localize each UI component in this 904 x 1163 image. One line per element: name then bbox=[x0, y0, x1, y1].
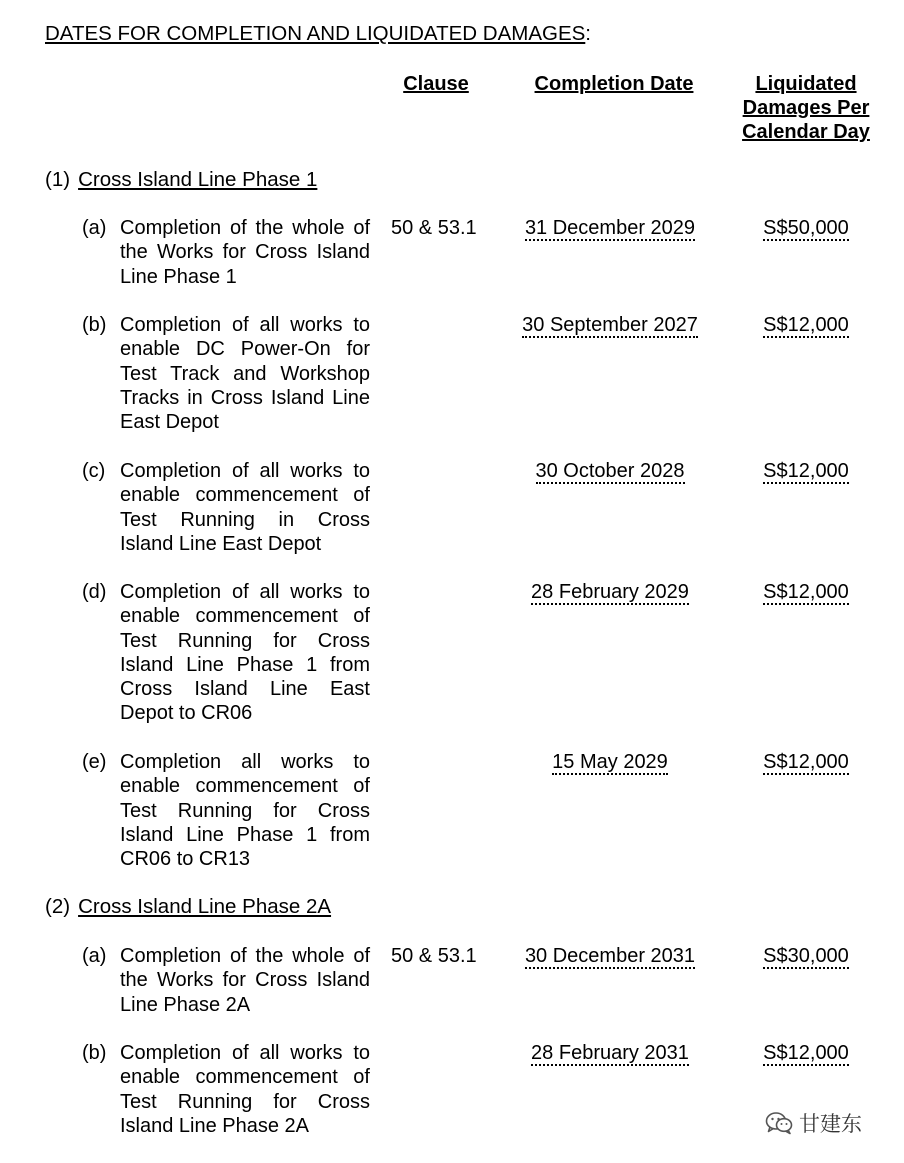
item-description: Completion all works to enable commencement of Test Running for Cross Island Line Phase 1 from CR06 to CR13 bbox=[120, 751, 370, 871]
column-header-clause bbox=[392, 72, 480, 96]
column-header-ld-line3: Calendar Day bbox=[742, 121, 870, 143]
item-liquidated-damages: S$12,000 bbox=[763, 581, 849, 603]
item-letter: (c) bbox=[82, 460, 106, 482]
item-ld-cell bbox=[738, 459, 874, 483]
section-heading bbox=[45, 168, 317, 192]
page-title bbox=[45, 22, 591, 46]
item-completion-date-cell bbox=[512, 1041, 708, 1065]
item-ld-cell bbox=[738, 580, 874, 604]
column-header-ld-line1: Liquidated bbox=[755, 73, 857, 95]
item-completion-date-cell bbox=[512, 750, 708, 774]
item-description: Completion of all works to enable commencement of Test Running in Cross Island Line East Depot bbox=[120, 460, 370, 555]
item-completion-date-cell bbox=[512, 944, 708, 968]
item-letter: (b) bbox=[82, 1042, 107, 1064]
page-title-text: DATES FOR COMPLETION AND LIQUIDATED DAMAGES bbox=[45, 22, 586, 45]
page-title-suffix: : bbox=[585, 22, 591, 45]
item-liquidated-damages: S$30,000 bbox=[763, 945, 849, 967]
column-header-ld-line2: Damages Per bbox=[742, 97, 870, 119]
watermark-text: 甘建东 bbox=[799, 1113, 862, 1136]
item-completion-date: 28 February 2029 bbox=[531, 581, 689, 603]
item-completion-date-cell bbox=[512, 580, 708, 604]
item-liquidated-damages: S$12,000 bbox=[763, 314, 849, 336]
item-letter: (a) bbox=[82, 945, 107, 967]
item-completion-date: 30 October 2028 bbox=[535, 460, 685, 482]
item-description: Completion of all works to enable commencement of Test Running for Cross Island Line Phase 2A bbox=[120, 1042, 370, 1137]
item-completion-date-cell bbox=[512, 459, 708, 483]
item-clause: 50 & 53.1 bbox=[391, 945, 477, 967]
item-completion-date: 30 December 2031 bbox=[524, 945, 696, 967]
item-letter: (a) bbox=[82, 217, 107, 239]
item-description: Completion of the whole of the Works for Cross Island Line Phase 2A bbox=[120, 945, 370, 1016]
item-ld-cell bbox=[738, 313, 874, 337]
column-header-completion-date-text: Completion Date bbox=[534, 73, 694, 95]
item-liquidated-damages: S$12,000 bbox=[763, 1042, 849, 1064]
item-completion-date-cell bbox=[512, 216, 708, 240]
section-title: Cross Island Line Phase 2A bbox=[78, 895, 332, 918]
item-description: Completion of the whole of the Works for Cross Island Line Phase 1 bbox=[120, 217, 370, 288]
item-ld-cell bbox=[738, 944, 874, 968]
item-completion-date: 31 December 2029 bbox=[524, 217, 696, 239]
wechat-icon bbox=[765, 1111, 793, 1135]
section-heading bbox=[45, 895, 331, 919]
column-header-completion-date bbox=[512, 72, 716, 96]
section-number: (1) bbox=[45, 168, 71, 191]
item-liquidated-damages: S$50,000 bbox=[763, 217, 849, 239]
item-ld-cell bbox=[738, 750, 874, 774]
column-header-clause-text: Clause bbox=[403, 73, 469, 95]
item-ld-cell bbox=[738, 216, 874, 240]
item-ld-cell bbox=[738, 1041, 874, 1065]
item-letter: (b) bbox=[82, 314, 107, 336]
item-completion-date: 28 February 2031 bbox=[531, 1042, 689, 1064]
item-description: Completion of all works to enable commencement of Test Running for Cross Island Line Phase 1 from Cross Island Line East Depot to CR06 bbox=[120, 581, 370, 725]
item-clause: 50 & 53.1 bbox=[391, 217, 477, 239]
item-description: Completion of all works to enable DC Power-On for Test Track and Workshop Tracks in Cross Island Line East Depot bbox=[120, 314, 370, 434]
watermark bbox=[765, 1108, 862, 1138]
item-letter: (d) bbox=[82, 581, 107, 603]
item-letter: (e) bbox=[82, 751, 107, 773]
column-header-liquidated-damages bbox=[732, 72, 880, 144]
item-liquidated-damages: S$12,000 bbox=[763, 751, 849, 773]
item-completion-date: 15 May 2029 bbox=[552, 751, 668, 773]
section-number: (2) bbox=[45, 895, 71, 918]
section-title: Cross Island Line Phase 1 bbox=[78, 168, 318, 191]
item-completion-date: 30 September 2027 bbox=[522, 314, 698, 336]
item-completion-date-cell bbox=[512, 313, 708, 337]
item-liquidated-damages: S$12,000 bbox=[763, 460, 849, 482]
